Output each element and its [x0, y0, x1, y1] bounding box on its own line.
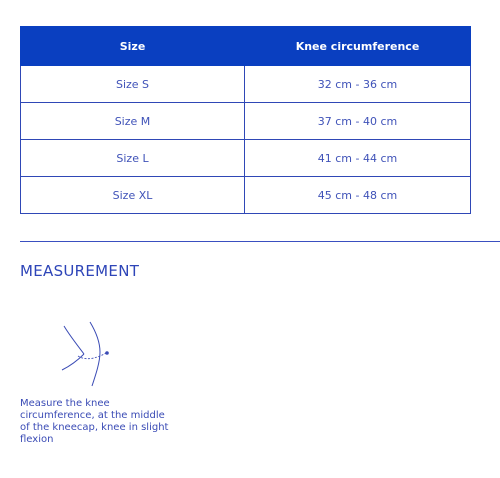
size-cell: Size M: [21, 103, 245, 140]
size-cell: Size L: [21, 140, 245, 177]
measurement-title: MEASUREMENT: [20, 262, 140, 280]
size-cell: Size XL: [21, 177, 245, 214]
circumference-cell: 45 cm - 48 cm: [245, 177, 471, 214]
table-row: [21, 66, 471, 103]
size-cell: Size S: [21, 66, 245, 103]
measurement-instruction: Measure the knee circumference, at the middle of the kneecap, knee in slight flexion: [20, 398, 169, 445]
table-header-row: [21, 27, 471, 66]
knee-measurement-icon: [58, 320, 118, 388]
size-chart-table: [20, 26, 471, 214]
table-row: [21, 103, 471, 140]
circumference-cell: 37 cm - 40 cm: [245, 103, 471, 140]
header-size: Size: [21, 27, 245, 66]
circumference-cell: 32 cm - 36 cm: [245, 66, 471, 103]
table-row: [21, 140, 471, 177]
table-row: [21, 177, 471, 214]
circumference-cell: 41 cm - 44 cm: [245, 140, 471, 177]
header-knee-circumference: Knee circumference: [245, 27, 471, 66]
section-divider: [20, 241, 500, 242]
